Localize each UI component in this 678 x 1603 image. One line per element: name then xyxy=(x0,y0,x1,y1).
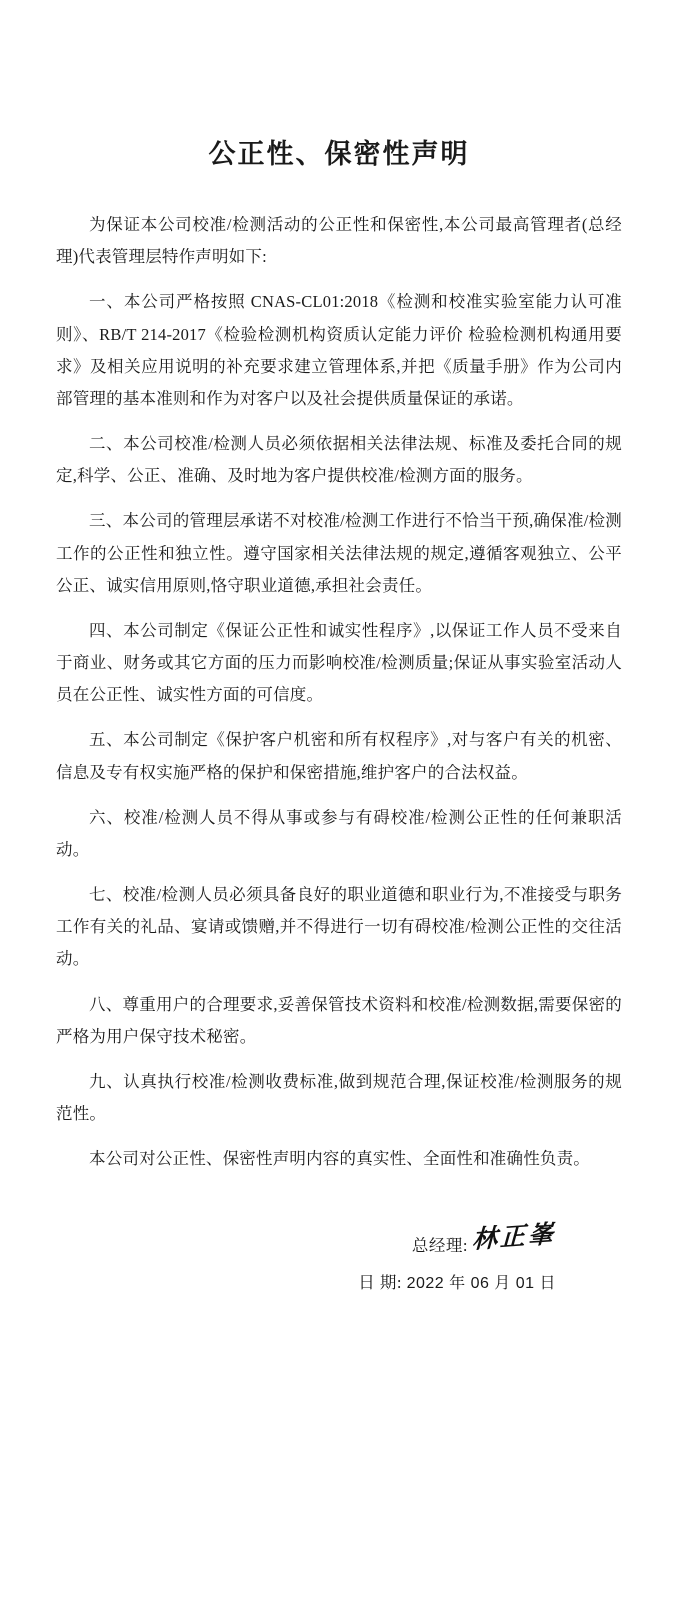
paragraph-item-3: 三、本公司的管理层承诺不对校准/检测工作进行不恰当干预,确保准/检测工作的公正性和独立性。遵守国家相关法律法规的规定,遵循客观独立、公平公正、诚实信用原则,恪守职业道德,承担社会责任。 xyxy=(56,511,622,595)
paragraph-item-9: 九、认真执行校准/检测收费标准,做到规范合理,保证校准/检测服务的规范性。 xyxy=(56,1071,622,1124)
handwritten-signature: 林正峯 xyxy=(471,1219,557,1255)
paragraph-item-2: 二、本公司校准/检测人员必须依据相关法律法规、标准及委托合同的规定,科学、公正、准确、及时地为客户提供校准/检测方面的服务。 xyxy=(56,434,622,486)
paragraph-item-4: 四、本公司制定《保证公正性和诚实性程序》,以保证工作人员不受来自于商业、财务或其它方面的压力而影响校准/检测质量;保证从事实验室活动人员在公正性、诚实性方面的可信度。 xyxy=(56,620,622,705)
paragraph-item-8: 八、尊重用户的合理要求,妥善保管技术资料和校准/检测数据,需要保密的严格为用户保守技术秘密。 xyxy=(56,994,622,1046)
date-value: 2022 年 06 月 01 日 xyxy=(406,1274,556,1292)
date-row xyxy=(56,1269,556,1293)
paragraph-item-1: 一、本公司严格按照 CNAS-CL01:2018《检测和校准实验室能力认可准则》、RB/T 214-2017《检验检测机构资质认定能力评价 检验检测机构通用要求》及相关应用说明的补充要求建立管理体系,并把《质量手册》作为公司内部管理的基本准则和作为对客户以及社会提供质量保证的承诺。 xyxy=(56,292,622,408)
bottom-spacer xyxy=(56,1293,622,1493)
signature-row xyxy=(56,1219,556,1267)
paragraph-item-5: 五、本公司制定《保护客户机密和所有权程序》,对与客户有关的机密、信息及专有权实施严格的保护和保密措施,维护客户的合法权益。 xyxy=(56,730,622,782)
paragraph-item-6: 六、校准/检测人员不得从事或参与有碍校准/检测公正性的任何兼职活动。 xyxy=(56,807,622,859)
signature-block xyxy=(56,1219,622,1293)
page-title: 公正性、保密性声明 xyxy=(208,139,470,169)
signature-label: 总经理: xyxy=(411,1236,468,1256)
paragraph-intro: 为保证本公司校准/检测活动的公正性和保密性,本公司最高管理者(总经理)代表管理层特作声明如下: xyxy=(56,215,622,267)
document-body xyxy=(56,209,622,1175)
paragraph-item-7: 七、校准/检测人员必须具备良好的职业道德和职业行为,不准接受与职务工作有关的礼品、宴请或馈赠,并不得进行一切有碍校准/检测公正性的交往活动。 xyxy=(56,885,622,969)
date-label: 日 期: xyxy=(358,1272,402,1292)
paragraph-closing: 本公司对公正性、保密性声明内容的真实性、全面性和准确性负责。 xyxy=(89,1149,590,1169)
